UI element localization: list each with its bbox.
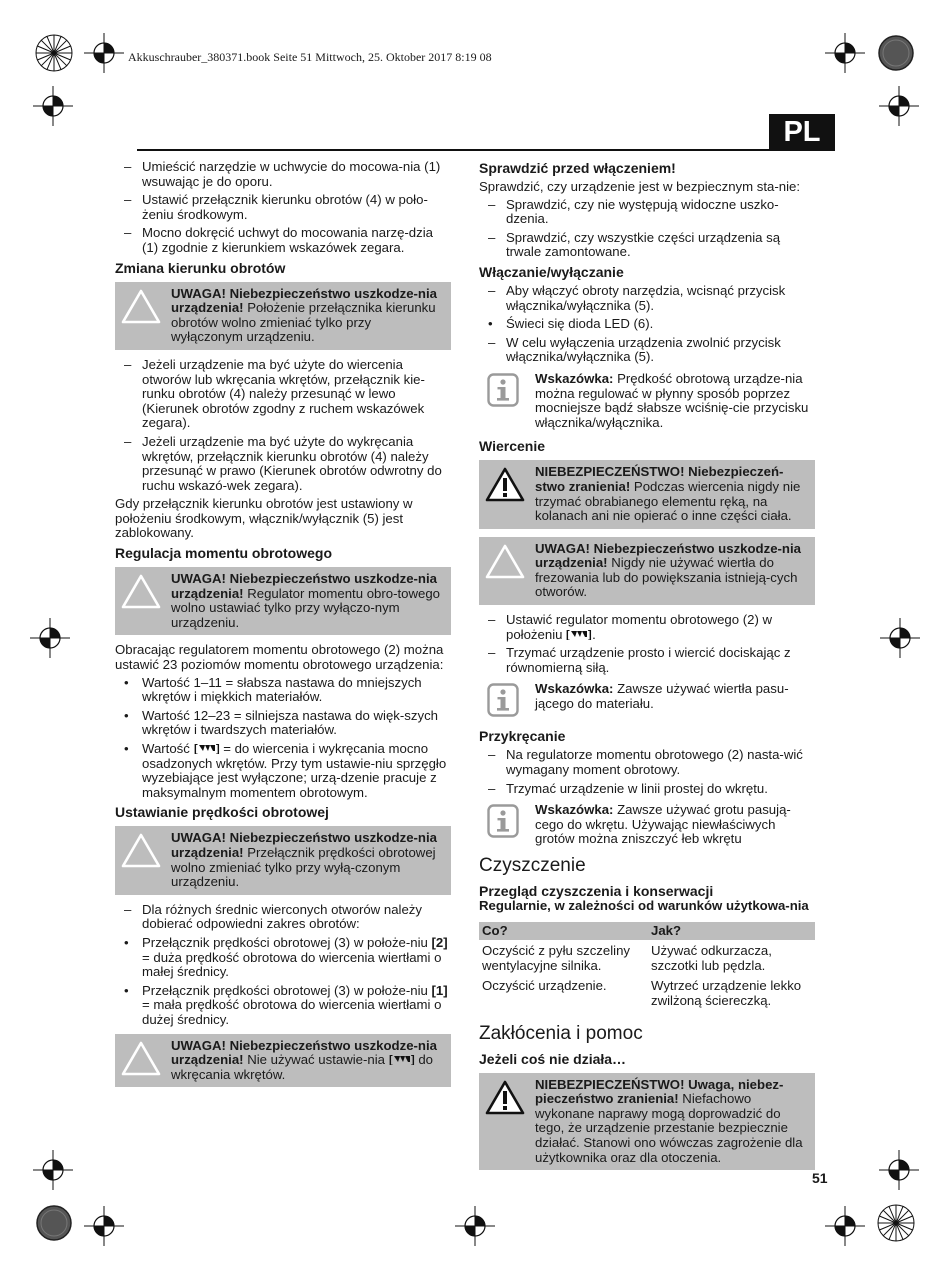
book-header-line: Akkuschrauber_380371.book Seite 51 Mittwoch, 25. Oktober 2017 8:19 08 — [128, 50, 492, 64]
section-title-cleaning: Czyszczenie — [479, 855, 586, 876]
registration-mark-left-top-icon — [33, 86, 73, 126]
list-item: – W celu wyłączenia urządzenia zwolnić przycisk włącznika/wyłącznika (5). — [488, 334, 781, 365]
list-item: – Sprawdzić, czy wszystkie części urządzenia są trwale zamontowane. — [488, 229, 781, 260]
header-rule — [137, 149, 772, 151]
note-box: Wskazówka: Zawsze używać grotu pasują-cego do wkrętu. Używając niewłaściwych grotów można zniszczyć łeb wkrętu — [479, 802, 815, 847]
table-cell: Oczyścić urządzenie. — [482, 978, 607, 994]
caution-box: UWAGA! Niebezpieczeństwo uszkodze-nia urządzenia! Przełącznik prędkości obrotowej wolno zmieniać tylko przy wyłą-czonym urządzeniu. — [115, 826, 451, 894]
section-title-check: Sprawdzić przed włączeniem! — [479, 160, 676, 176]
caution-triangle-icon — [121, 574, 161, 610]
table-row — [479, 975, 815, 1010]
page-number: 51 — [812, 1170, 828, 1186]
caution-triangle-icon — [121, 833, 161, 869]
list-item: – Ustawić regulator momentu obrotowego (2) w położeniu . — [488, 612, 773, 642]
list-item: – Jeżeli urządzenie ma być użyte do wiercenia otworów lub wkręcania wkrętów, przełącznik kie-runku obrotów (4) należy przesunąć w lewo (Kierunek obrotów zgodny z ruchem wskazówek zegara). — [124, 356, 425, 431]
direction-paragraph: Gdy przełącznik kierunku obrotów jest ustawiony w położeniu środkowym, włącznik/wyłącznik (5) jest zablokowany. — [115, 496, 413, 541]
registration-mark-br-icon — [825, 1206, 865, 1246]
section-title-screwing: Przykręcanie — [479, 728, 566, 745]
table-cell: Używać odkurzacza, szczotki lub pędzla. — [651, 943, 772, 973]
danger-box: NIEBEZPIECZEŃSTWO! Niebezpieczeń-stwo zranienia! Podczas wiercenia nigdy nie trzymać obrabianego elementu ręką, na kolanach ani nie opierać o inne części ciała. — [479, 460, 815, 528]
registration-mark-right-bottom-icon — [879, 1150, 919, 1190]
note-box: Wskazówka: Prędkość obrotową urządze-nia można regulować w płynny sposób poprzez mocniejsze bądź słabsze wciśnię-cie przycisku włącznika/wyłącznika. — [479, 371, 815, 430]
cleaning-table — [479, 922, 815, 1011]
list-item: – Mocno dokręcić uchwyt do mocowania narzę-dzia (1) zgodnie z kierunkiem wskazówek zegara. — [124, 225, 433, 255]
caution-triangle-icon — [485, 544, 525, 580]
table-cell: Wytrzeć urządzenie lekko zwilżoną ściereczką. — [651, 978, 802, 1008]
registration-mark-tr-icon — [825, 33, 865, 73]
list-item: – Jeżeli urządzenie ma być użyte do wykręcania wkrętów, przełącznik kierunku obrotów (4) należy przesunąć w prawo (Kierunek obrotów odwrotny do ruchu wskazó-wek zegara). — [124, 433, 442, 493]
cleaning-subtitle-2: Regularnie, w zależności od warunków użytkowa-nia — [479, 898, 809, 913]
danger-triangle-icon — [485, 1080, 525, 1116]
list-item: – Trzymać urządzenie prosto i wiercić dociskając z równomierną siłą. — [488, 645, 791, 675]
drill-setting-symbol-icon — [389, 1053, 415, 1065]
registration-mark-bl-icon — [84, 1206, 124, 1246]
danger-triangle-icon — [485, 467, 525, 503]
caution-box: UWAGA! Niebezpieczeństwo uszkodze-nia urządzenia! Nie używać ustawie-nia do wkręcania wkrętów. — [115, 1034, 451, 1088]
registration-mark-left-bottom-icon — [33, 1150, 73, 1190]
drill-setting-symbol-icon — [566, 628, 592, 640]
section-title-torque: Regulacja momentu obrotowego — [115, 545, 333, 562]
caution-triangle-icon — [121, 1041, 161, 1077]
registration-mark-right-top-icon — [879, 86, 919, 126]
section-title-speed: Ustawianie prędkości obrotowej — [115, 804, 329, 821]
table-cell: Oczyścić z pyłu szczeliny wentylacyjne silnika. — [482, 943, 631, 973]
note-box: Wskazówka: Zawsze używać wiertła pasu-jącego do materiału. — [479, 681, 815, 720]
section-title-drilling: Wiercenie — [479, 438, 546, 455]
list-item: – Ustawić przełącznik kierunku obrotów (4) w poło-żeniu środkowym. — [124, 192, 428, 222]
list-item: – Umieścić narzędzie w uchwycie do mocowa-nia (1) wsuwając je do oporu. — [124, 159, 441, 189]
info-icon — [487, 804, 519, 838]
table-header-cell: Jak? — [648, 922, 815, 941]
language-badge: PL — [769, 114, 835, 151]
info-icon — [487, 683, 519, 717]
list-item: • Wartość 12–23 = silniejsza nastawa do więk-szych wkrętów i twardszych materiałów. — [124, 707, 438, 738]
registration-mark-left-mid-icon — [30, 618, 70, 658]
registration-mark-tl-starburst-icon — [34, 33, 74, 73]
danger-box: NIEBEZPIECZEŃSTWO! Uwaga, niebez-pieczeństwo zranienia! Niefachowo wykonane naprawy mogą doprowadzić do tego, że urządzenie przestanie bezpiecznie działać. Stanowi ono wówczas zagrożenie dla użytkownika oraz dla otoczenia. — [479, 1073, 815, 1171]
list-item: – Sprawdzić, czy nie występują widoczne uszko-dzenia. — [488, 196, 779, 227]
list-item: – Aby włączyć obroty narzędzia, wcisnąć przycisk włącznika/wyłącznika (5). — [488, 282, 786, 313]
list-item: • Przełącznik prędkości obrotowej (3) w położe-niu [1] = mała prędkość obrotowa do wiercenia wiertłami o dużej średnicy. — [124, 982, 448, 1027]
table-header-row — [479, 922, 815, 941]
list-item: • Wartość = do wiercenia i wykręcania mocno osadzonych wkrętów. Przy tym ustawie-niu sprzęgło wyzebiające jest wyłączone; urzą-dzenie pracuje z maksymalnym momentem obrotowym. — [124, 741, 447, 800]
list-item: – Na regulatorze momentu obrotowego (2) nasta-wić wymagany moment obrotowy. — [488, 747, 803, 778]
list-item: – Trzymać urządzenie w linii prostej do wkrętu. — [488, 780, 768, 796]
table-row — [479, 940, 815, 975]
section-title-troubleshooting: Zakłócenia i pomoc — [479, 1022, 643, 1044]
registration-mark-bl-disc-icon — [34, 1203, 74, 1243]
registration-mark-tr-disc-icon — [876, 33, 916, 73]
caution-box: UWAGA! Niebezpieczeństwo uszkodze-nia urządzenia! Regulator momentu obro-towego wolno ustawiać tylko przy wyłączo-nym urządzeniu. — [115, 567, 451, 635]
list-item: – Dla różnych średnic wierconych otworów należy dobierać odpowiedni zakres obrotów: — [124, 901, 422, 932]
caution-triangle-icon — [121, 289, 161, 325]
drill-setting-symbol-icon — [194, 742, 220, 754]
left-column — [115, 160, 451, 1095]
section-title-onoff: Włączanie/wyłączanie — [479, 263, 624, 280]
caution-box: UWAGA! Niebezpieczeństwo uszkodze-nia urządzenia! Położenie przełącznika kierunku obrotów wolno zmieniać tylko przy wyłączonym urządzeniu. — [115, 282, 451, 350]
cleaning-subtitle: Przegląd czyszczenia i konserwacji — [479, 883, 714, 899]
registration-mark-tl-icon — [84, 33, 124, 73]
torque-paragraph: Obracając regulatorem momentu obrotowego (2) można ustawić 23 poziomów momentu obrotowego urządzenia: — [115, 642, 444, 673]
registration-mark-right-mid-icon — [880, 618, 920, 658]
table-header-cell: Co? — [479, 922, 648, 941]
intro-list — [115, 160, 451, 256]
list-item: • Wartość 1–11 = słabsza nastawa do mniejszych wkrętów i miękkich materiałów. — [124, 674, 422, 705]
check-paragraph: Sprawdzić, czy urządzenie jest w bezpiecznym sta-nie: — [479, 179, 801, 194]
list-item: • Przełącznik prędkości obrotowej (3) w położe-niu [2] = duża prędkość obrotowa do wiercenia wiertłami o małej średnicy. — [124, 934, 448, 980]
info-icon — [487, 373, 519, 407]
section-title-direction: Zmiana kierunku obrotów — [115, 259, 286, 276]
caution-box: UWAGA! Niebezpieczeństwo uszkodze-nia urządzenia! Nigdy nie używać wiertła do frezowania lub do powiększania istnieją-cych otworów. — [479, 537, 815, 605]
right-column — [479, 160, 815, 1178]
registration-mark-br-starburst-icon — [876, 1203, 916, 1243]
list-item: • Świeci się dioda LED (6). — [488, 316, 654, 332]
registration-mark-bc-icon — [455, 1206, 495, 1246]
troubleshooting-subtitle: Jeżeli coś nie działa… — [479, 1050, 627, 1067]
